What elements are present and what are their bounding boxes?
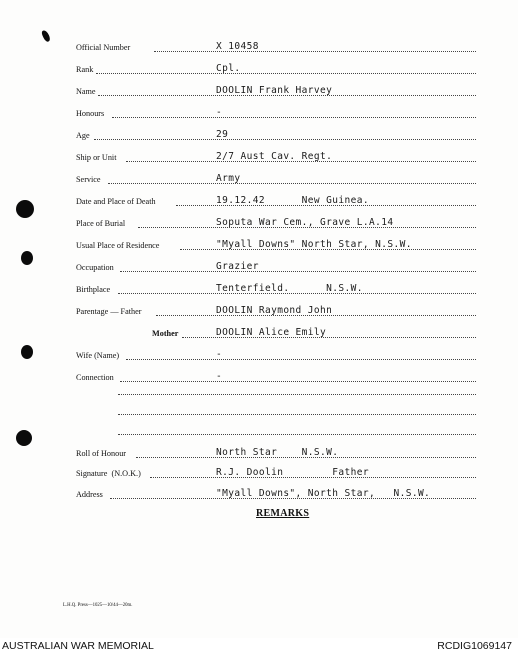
field-roll-of-honour (76, 446, 476, 460)
field-service (76, 172, 476, 186)
field-usual-residence (76, 238, 476, 252)
field-occupation (76, 260, 476, 274)
field-age (76, 128, 476, 142)
field-value: - (216, 349, 223, 360)
field-connection (76, 370, 476, 384)
field-value: 19.12.42 New Guinea. (216, 195, 369, 206)
field-wife-name (76, 348, 476, 362)
field-label: Occupation (76, 263, 114, 272)
field-value: "Myall Downs" North Star, N.S.W. (216, 239, 412, 250)
field-value: 29 (216, 129, 229, 140)
field-address (76, 487, 476, 501)
field-value: Soputa War Cem., Grave L.A.14 (216, 217, 394, 228)
connection-extra-line (118, 394, 476, 395)
printer-note: L.H.Q. Press—1025—10/44—20m. (63, 603, 133, 608)
field-ship-or-unit (76, 150, 476, 164)
dotted-line (112, 117, 476, 118)
footer-institution: AUSTRALIAN WAR MEMORIAL (2, 640, 154, 652)
dotted-line (126, 359, 476, 360)
dotted-line (96, 73, 476, 74)
field-value: Army (216, 173, 241, 184)
punch-hole-3 (21, 345, 33, 359)
connection-extra-line (118, 414, 476, 415)
field-value: R.J. Doolin Father (216, 467, 369, 478)
field-value: Tenterfield. N.S.W. (216, 283, 363, 294)
field-rank (76, 62, 476, 76)
dotted-line (120, 271, 476, 272)
field-value: X 10458 (216, 41, 259, 52)
field-value: North Star N.S.W. (216, 447, 339, 458)
field-birthplace (76, 282, 476, 296)
field-label: Parentage — Father (76, 307, 142, 316)
dotted-line (108, 183, 476, 184)
field-value: - (216, 107, 223, 118)
punch-hole-2 (21, 251, 33, 265)
dotted-line (120, 381, 476, 382)
dotted-line (154, 51, 476, 52)
field-label: Address (76, 490, 103, 499)
field-label: Rank (76, 65, 94, 74)
field-official-number (76, 40, 476, 54)
field-label: Place of Burial (76, 219, 126, 228)
field-parentage-father (76, 304, 476, 318)
field-value: "Myall Downs", North Star, N.S.W. (216, 488, 431, 499)
field-value: DOOLIN Raymond John (216, 305, 333, 316)
field-value: DOOLIN Frank Harvey (216, 85, 333, 96)
field-value: 2/7 Aust Cav. Regt. (216, 151, 333, 162)
field-label: Ship or Unit (76, 153, 117, 162)
field-value: Cpl. (216, 63, 241, 74)
field-value: Grazier (216, 261, 259, 272)
field-label: Honours (76, 109, 105, 118)
punch-hole-1 (16, 200, 34, 218)
field-value: DOOLIN Alice Emily (216, 327, 327, 338)
binder-mark (41, 29, 52, 42)
dotted-line (94, 139, 476, 140)
field-name (76, 84, 476, 98)
field-label: Service (76, 175, 101, 184)
field-label: Roll of Honour (76, 449, 127, 458)
field-signature-nok (76, 466, 476, 480)
archive-footer (0, 638, 518, 654)
connection-extra-line (118, 434, 476, 435)
field-label: Mother (152, 329, 179, 338)
field-label: Wife (Name) (76, 351, 120, 360)
field-label: Birthplace (76, 285, 111, 294)
field-value: - (216, 371, 223, 382)
field-place-of-burial (76, 216, 476, 230)
field-parentage-mother (76, 326, 476, 340)
field-label: Age (76, 131, 90, 140)
footer-record-id: RCDIG1069147 (437, 640, 512, 652)
field-label: Connection (76, 373, 114, 382)
field-label: Date and Place of Death (76, 197, 156, 206)
remarks-heading: REMARKS (256, 508, 310, 519)
punch-hole-4 (16, 430, 32, 446)
field-date-place-of-death (76, 194, 476, 208)
field-honours (76, 106, 476, 120)
field-label: Signature (N.O.K.) (76, 469, 141, 478)
field-label: Usual Place of Residence (76, 241, 160, 250)
field-label: Official Number (76, 43, 131, 52)
field-label: Name (76, 87, 96, 96)
